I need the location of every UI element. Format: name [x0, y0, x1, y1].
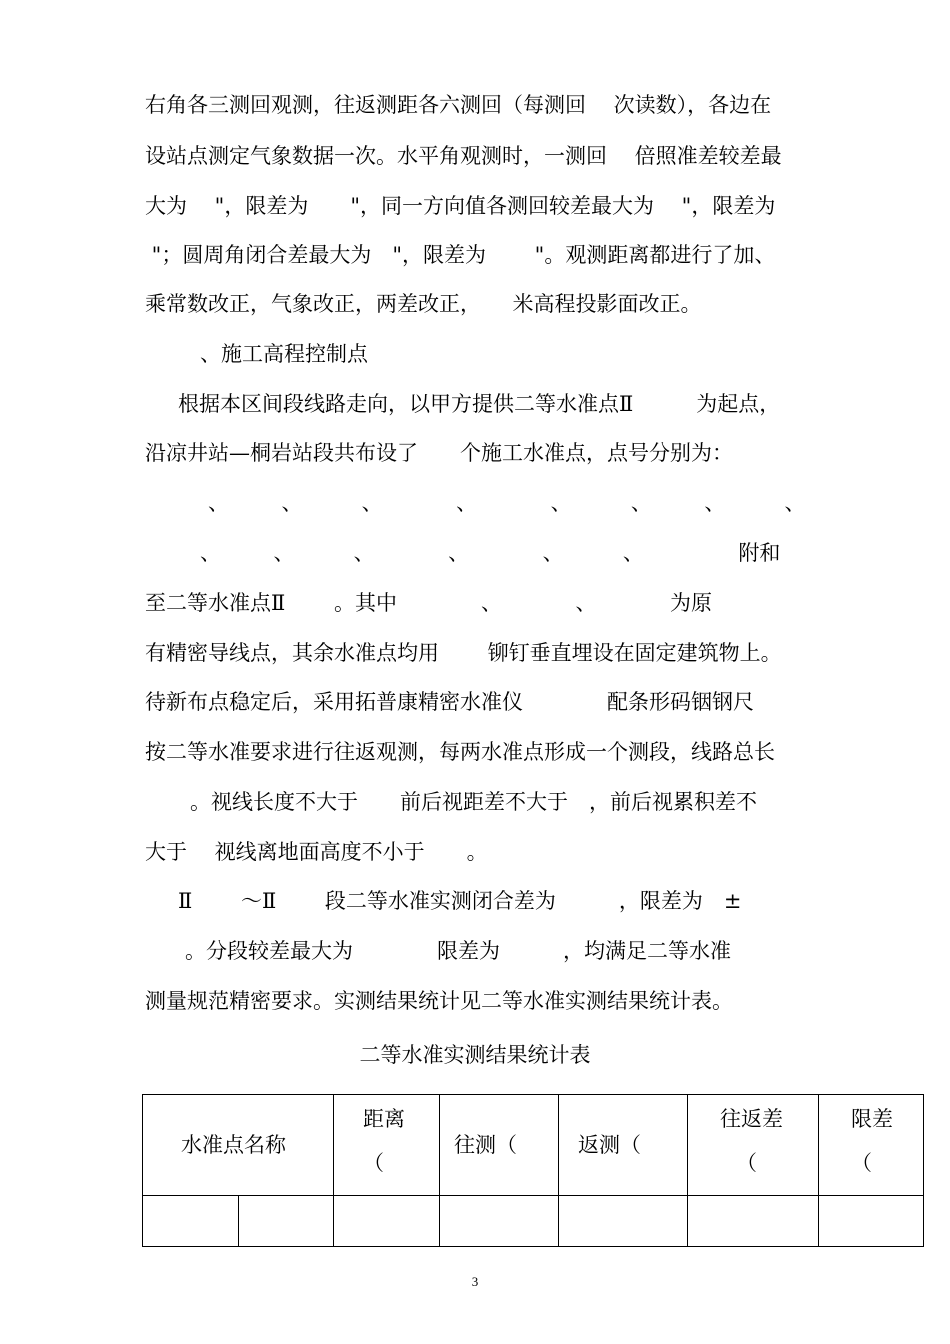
table-cell [238, 1196, 334, 1247]
header-distance-paren: （ [363, 1151, 384, 1175]
paragraph-line: "；圆周角闭合差最大为 "，限差为 "。观测距离都进行了加、 [145, 243, 776, 267]
paragraph-line: 沿凉井站—桐岩站段共布设了 个施工水准点，点号分别为： [145, 441, 733, 465]
table-row [143, 1196, 924, 1247]
header-distance: 距离 [363, 1107, 405, 1131]
header-diff-paren: （ [736, 1151, 757, 1175]
header-limit-cell [819, 1095, 924, 1196]
table-cell [559, 1196, 688, 1247]
header-name-cell [143, 1095, 334, 1196]
paragraph-line: 按二等水准要求进行往返观测，每两水准点形成一个测段，线路总长 [145, 740, 775, 764]
header-name: 水准点名称 [181, 1133, 286, 1157]
table-caption: 二等水准实测结果统计表 [359, 1043, 591, 1067]
table-cell [688, 1196, 819, 1247]
paragraph-line: Ⅱ ～Ⅱ 段二等水准实测闭合差为 ，限差为 ± [178, 889, 742, 913]
table-header-row [143, 1095, 924, 1196]
paragraph-line: 。分段较差最大为 限差为 ，均满足二等水准 [185, 939, 731, 963]
header-limit-paren: （ [851, 1151, 872, 1175]
paragraph-line: 测量规范精密要求。实测结果统计见二等水准实测结果统计表。 [145, 989, 733, 1013]
paragraph-line: 大为 "，限差为 "，同一方向值各测回较差最大为 "，限差为 [145, 194, 776, 218]
paragraph-line: 有精密导线点，其余水准点均用 铆钉垂直埋设在固定建筑物上。 [145, 641, 782, 665]
paragraph-line: 、 、 、 、 、 、 附和 [200, 541, 781, 565]
table-cell [819, 1196, 924, 1247]
paragraph-line: 大于 视线离地面高度不小于 。 [145, 840, 488, 864]
header-forward-cell [440, 1095, 559, 1196]
paragraph-line: 乘常数改正，气象改正，两差改正， 米高程投影面改正。 [145, 292, 702, 316]
paragraph-line: 至二等水准点Ⅱ 。其中 、 、 为原 [145, 591, 712, 615]
header-diff: 往返差 [720, 1107, 783, 1131]
paragraph-line: 待新布点稳定后，采用拓普康精密水准仪 配条形码铟钢尺 [145, 690, 754, 714]
paragraph-line: 设站点测定气象数据一次。水平角观测时，一测回 倍照准差较差最 [145, 144, 782, 168]
header-backward-cell [559, 1095, 688, 1196]
header-diff-cell [688, 1095, 819, 1196]
header-limit: 限差 [851, 1107, 893, 1131]
table-cell [440, 1196, 559, 1247]
results-table [142, 1094, 924, 1247]
paragraph-line: 、 、 、 、 、 、 、 、 [208, 491, 806, 515]
paragraph-line: 右角各三测回观测，往返测距各六测回（每测回 次读数），各边在 [145, 93, 772, 117]
table-cell [143, 1196, 239, 1247]
table-cell [334, 1196, 440, 1247]
page-number: 3 [471, 1274, 479, 1289]
header-forward: 往测（ [454, 1133, 517, 1157]
section-heading: 、施工高程控制点 [200, 342, 368, 366]
header-backward: 返测（ [578, 1133, 641, 1157]
header-distance-cell [334, 1095, 440, 1196]
paragraph-line: 根据本区间段线路走向，以甲方提供二等水准点Ⅱ 为起点， [178, 392, 781, 416]
paragraph-line: 。视线长度不大于 前后视距差不大于 ，前后视累积差不 [190, 790, 757, 814]
